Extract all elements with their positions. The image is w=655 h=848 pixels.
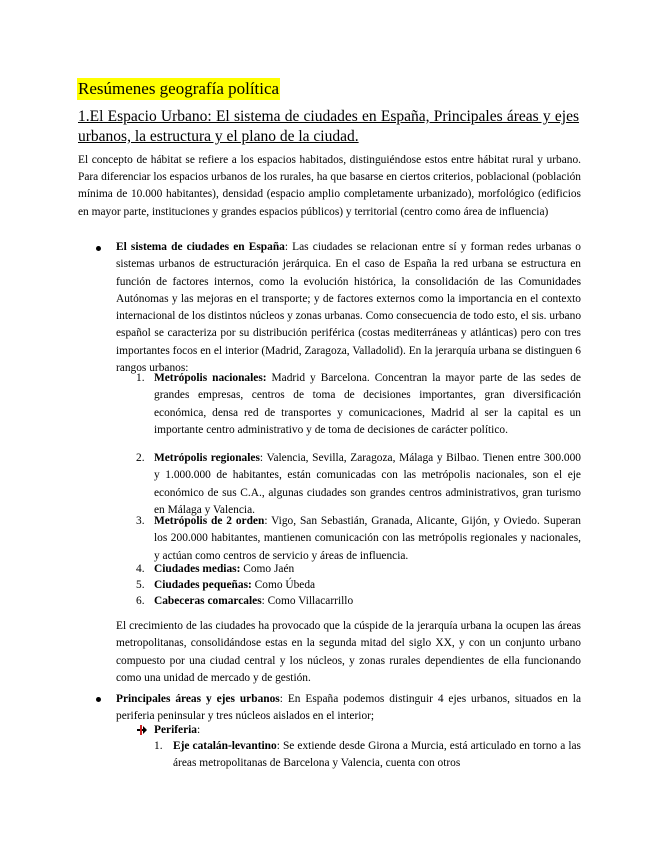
list-item-text: : Valencia, Sevilla, Zaragoza, Málaga y Bilbao. Tienen entre 300.000 y 1.000.000 de habitantes, están comunicadas con las metrópolis nacionales, son el eje económico de sus C.A., algunas ciudades son grandes centros administrativos, gran turismo en Málaga y Valencia. [154,452,581,516]
list-item-label: Cabeceras comarcales [154,595,262,607]
sublist-label: Periferia [154,724,197,736]
section1-paragraph [116,239,581,377]
list-number: 4. [136,563,145,575]
list-number: 6. [136,595,145,607]
list-number: 1. [154,740,163,752]
disc-bullet-icon [96,246,101,251]
arrow-bullet-icon [136,724,148,736]
section2-text: : En España podemos distinguir 4 ejes urbanos, situados en la periferia peninsular y tres núcleos aislados en el interior; [116,693,582,723]
list-item [173,738,581,773]
list-item-text: Como Jaén [240,563,295,575]
section-heading: 1.El Espacio Urbano: El sistema de ciudades en España, Principales áreas y ejes urbanos, la estructura y el plano de la ciudad. [78,108,579,145]
list-item-text: : Vigo, San Sebastián, Granada, Alicante, Gijón, y Oviedo. Superan los 200.000 habitantes, mantienen comunicación con las metrópolis regionales y nacionales, y actúan como centros de servicio y áreas de influencia. [154,515,582,562]
list-item-label: Metrópolis regionales [154,452,260,464]
disc-bullet-icon [96,697,101,702]
list-item-label: Ciudades pequeñas: [154,579,252,591]
list-item-text: Madrid y Barcelona. Concentran la mayor parte de las sedes de grandes empresas, centros de toma de decisiones importantes, gran diversificación económica, densa red de transportes y comunicaciones, Madrid al ser la capital es un importante centro administrativo y de toma de decisiones de carácter político. [154,372,581,436]
list-item-text: : Como Villacarrillo [261,595,354,607]
list-number: 3. [136,515,145,527]
list-item-text: : Se extiende desde Girona a Murcia, está articulado en torno a las áreas metropolitanas de Barcelona y Valencia, cuenta con otros [173,740,581,770]
section1-text: : Las ciudades se relacionan entre sí y forman redes urbanas o sistemas urbanos de estructuración jerárquica. En el caso de España la red urbana se estructura en función de factores internos, como la evolución histórica, la consolidación de las Comunidades Autónomas y las mejoras en el transporte; y de factores externos como la importancia en el contexto internacional de los distintos núcleos y zonas urbanas. Como consecuencia de todo esto, el sis. urbano español se caracteriza por su distribución periférica (costas mediterráneas y atlánticas) pero con tres importantes focos en el interior (Madrid, Zaragoza, Valladolid). En la jerarquía urbana se distinguen 6 rangos urbanos: [116,241,582,375]
list-item [154,561,581,578]
intro-paragraph: El concepto de hábitat se refiere a los espacios habitados, distinguiéndose estos entre hábitat rural y urbano. Para diferenciar los espacios urbanos de los rurales, ha que basarse en ciertos criterios, poblacional (población mínima de 10.000 habitantes), densidad (espacio amplio completamente urbanizado), morfológico (edificios en mayor parte, instituciones y grandes espacios públicos) y territorial (centro como área de influencia) [78,154,581,218]
section2-paragraph [116,691,581,726]
document-title: Resúmenes geografía política [78,79,280,98]
sublist-colon: : [197,724,201,736]
list-item-label: Ciudades medias: [154,563,241,575]
list-item [154,513,581,565]
list-item [154,593,581,610]
list-number: 5. [136,579,145,591]
section1-closing: El crecimiento de las ciudades ha provocado que la cúspide de la jerarquía urbana la ocupen las áreas metropolitanas, consolidándose estas en la segunda mitad del siglo XX, y con un conjunto urbano compuesto por una ciudad central y los núcleos, y zonas rurales dependientes de ella funcionando como una unidad de mercado y de gestión. [116,620,581,684]
list-item-label: Metrópolis de 2 orden [154,515,265,527]
list-number: 1. [136,372,145,384]
list-item-text: Como Úbeda [251,579,316,591]
sublist-heading [154,722,200,739]
list-item-label: Eje catalán-levantino [173,740,277,752]
list-item [154,577,581,594]
list-item [154,370,581,439]
section2-title: Principales áreas y ejes urbanos [116,693,280,705]
list-number: 2. [136,452,145,464]
list-item [154,450,581,519]
section1-title: El sistema de ciudades en España [116,241,285,253]
list-item-label: Metrópolis nacionales: [154,372,267,384]
